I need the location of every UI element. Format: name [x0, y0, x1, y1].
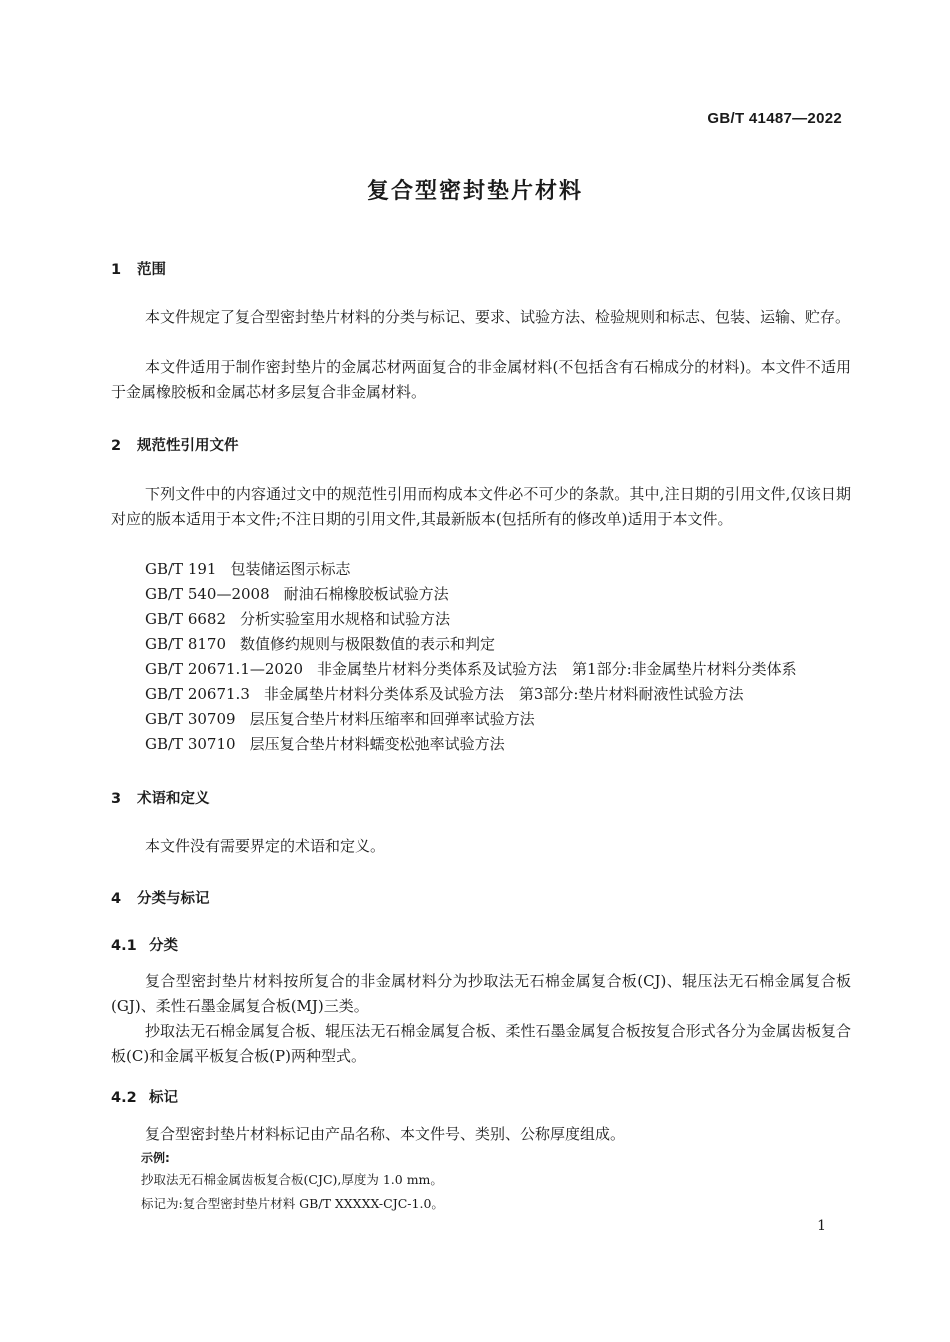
- section-number: 3: [111, 791, 122, 807]
- section-1-heading: [111, 258, 166, 279]
- section-number: 4.2: [111, 1090, 137, 1106]
- reference-code: GB/T 20671.3: [145, 685, 250, 703]
- section-title: 分类: [149, 938, 178, 954]
- reference-item: [145, 582, 449, 607]
- section-title: 规范性引用文件: [137, 438, 239, 454]
- reference-item: [145, 732, 505, 757]
- reference-title: 层压复合垫片材料蠕变松弛率试验方法: [249, 735, 505, 753]
- reference-code: GB/T 8170: [145, 635, 227, 653]
- section-title: 术语和定义: [137, 791, 210, 807]
- page-number: 1: [817, 1218, 826, 1234]
- paragraph: 本文件规定了复合型密封垫片材料的分类与标记、要求、试验方法、检验规则和标志、包装、运输、贮存。: [145, 308, 851, 326]
- section-number: 4.1: [111, 938, 137, 954]
- paragraph: 复合型密封垫片材料标记由产品名称、本文件号、类别、公称厚度组成。: [145, 1125, 626, 1143]
- reference-item: [145, 682, 743, 707]
- reference-item: [145, 707, 535, 732]
- example-label: 示例:: [141, 1151, 170, 1165]
- subsection-4-2-heading: [111, 1086, 178, 1107]
- reference-title: 非金属垫片材料分类体系及试验方法 第3部分:垫片材料耐液性试验方法: [263, 685, 744, 703]
- reference-code: GB/T 20671.1—2020: [145, 660, 304, 678]
- reference-item: [145, 657, 797, 682]
- reference-title: 分析实验室用水规格和试验方法: [240, 610, 451, 628]
- section-number: 4: [111, 891, 122, 907]
- paragraph: 本文件没有需要界定的术语和定义。: [145, 837, 386, 855]
- section-4-heading: [111, 887, 210, 908]
- paragraph: 复合型密封垫片材料按所复合的非金属材料分为抄取法无石棉金属复合板(CJ)、辊压法无石棉金属复合板(GJ)、柔性石墨金属复合板(MJ)三类。: [111, 972, 851, 1015]
- section-title: 标记: [149, 1090, 178, 1106]
- section-title: 分类与标记: [137, 891, 210, 907]
- reference-title: 包装储运图示标志: [230, 560, 351, 578]
- reference-title: 层压复合垫片材料压缩率和回弹率试验方法: [249, 710, 535, 728]
- paragraph: 本文件适用于制作密封垫片的金属芯材两面复合的非金属材料(不包括含有石棉成分的材料)。本文件不适用于金属橡胶板和金属芯材多层复合非金属材料。: [111, 358, 851, 401]
- example-line: 标记为:复合型密封垫片材料 GB/T XXXXX-CJC-1.0。: [141, 1196, 444, 1211]
- example-line: 抄取法无石棉金属齿板复合板(CJC),厚度为 1.0 mm。: [141, 1172, 443, 1187]
- section-number: 2: [111, 438, 122, 454]
- section-2-heading: [111, 434, 239, 455]
- reference-item: [145, 632, 495, 657]
- paragraph: 下列文件中的内容通过文中的规范性引用而构成本文件必不可少的条款。其中,注日期的引用文件,仅该日期对应的版本适用于本文件;不注日期的引用文件,其最新版本(包括所有的修改单)适用于本文件。: [111, 485, 851, 528]
- reference-code: GB/T 540—2008: [145, 585, 270, 603]
- section-number: 1: [111, 262, 122, 278]
- reference-code: GB/T 30709: [145, 710, 236, 728]
- reference-title: 非金属垫片材料分类体系及试验方法 第1部分:非金属垫片材料分类体系: [317, 660, 797, 678]
- reference-code: GB/T 191: [145, 560, 217, 578]
- document-title: 复合型密封垫片材料: [366, 179, 583, 204]
- reference-code: GB/T 30710: [145, 735, 236, 753]
- section-title: 范围: [137, 262, 166, 278]
- standard-number: GB/T 41487—2022: [707, 110, 842, 127]
- paragraph: 抄取法无石棉金属复合板、辊压法无石棉金属复合板、柔性石墨金属复合板按复合形式各分为金属齿板复合板(C)和金属平板复合板(P)两种型式。: [111, 1022, 851, 1065]
- reference-code: GB/T 6682: [145, 610, 227, 628]
- subsection-4-1-heading: [111, 934, 178, 955]
- reference-item: [145, 607, 450, 632]
- reference-item: [145, 557, 350, 582]
- reference-title: 数值修约规则与极限数值的表示和判定: [240, 635, 496, 653]
- reference-title: 耐油石棉橡胶板试验方法: [283, 585, 449, 603]
- section-3-heading: [111, 787, 210, 808]
